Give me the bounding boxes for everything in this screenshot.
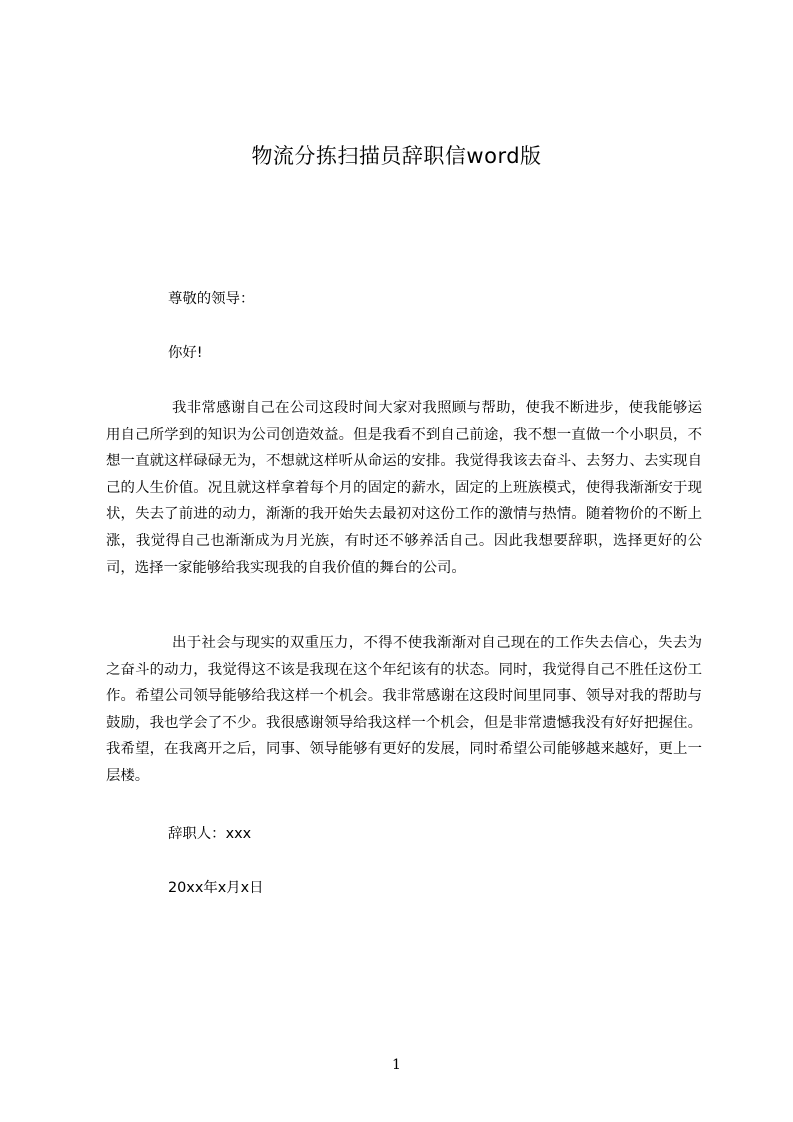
signer-line: 辞职人：xxx [168,826,252,842]
document-title: 物流分拣扫描员辞职信word版 [251,144,542,168]
date-line: 20xx年x月x日 [168,880,264,896]
greeting: 你好! [168,345,203,361]
page-number: 1 [392,1057,401,1073]
body-paragraph-2: 出于社会与现实的双重压力，不得不使我渐渐对自己现在的工作失去信心，失去为之奋斗的动力，我觉得这不该是我现在这个年纪该有的状态。同时，我觉得自己不胜任这份工作。希望公司领导能够给我这样一个机会。我非常感谢在这段时间里同事、领导对我的帮助与鼓励，我也学会了不少。我很感谢领导给我这样一个机会，但是非常遗憾我没有好好把握住。我希望，在我离开之后，同事、领导能够有更好的发展，同时希望公司能够越来越好，更上一层楼。 [106,635,702,784]
salutation: 尊敬的领导： [168,291,255,307]
body-paragraph-1: 我非常感谢自己在公司这段时间大家对我照顾与帮助，使我不断进步，使我能够运用自己所学到的知识为公司创造效益。但是我看不到自己前途，我不想一直做一个小职员，不想一直就这样碌碌无为，不想就这样听从命运的安排。我觉得我该去奋斗、去努力、去实现自己的人生价值。况且就这样拿着每个月的固定的薪水，固定的上班族模式，使得我渐渐安于现状，失去了前进的动力，渐渐的我开始失去最初对这份工作的激情与热情。随着物价的不断上涨，我觉得自己也渐渐成为月光族，有时还不够养活自己。因此我想要辞职，选择更好的公司，选择一家能够给我实现我的自我价值的舞台的公司。 [106,400,702,576]
